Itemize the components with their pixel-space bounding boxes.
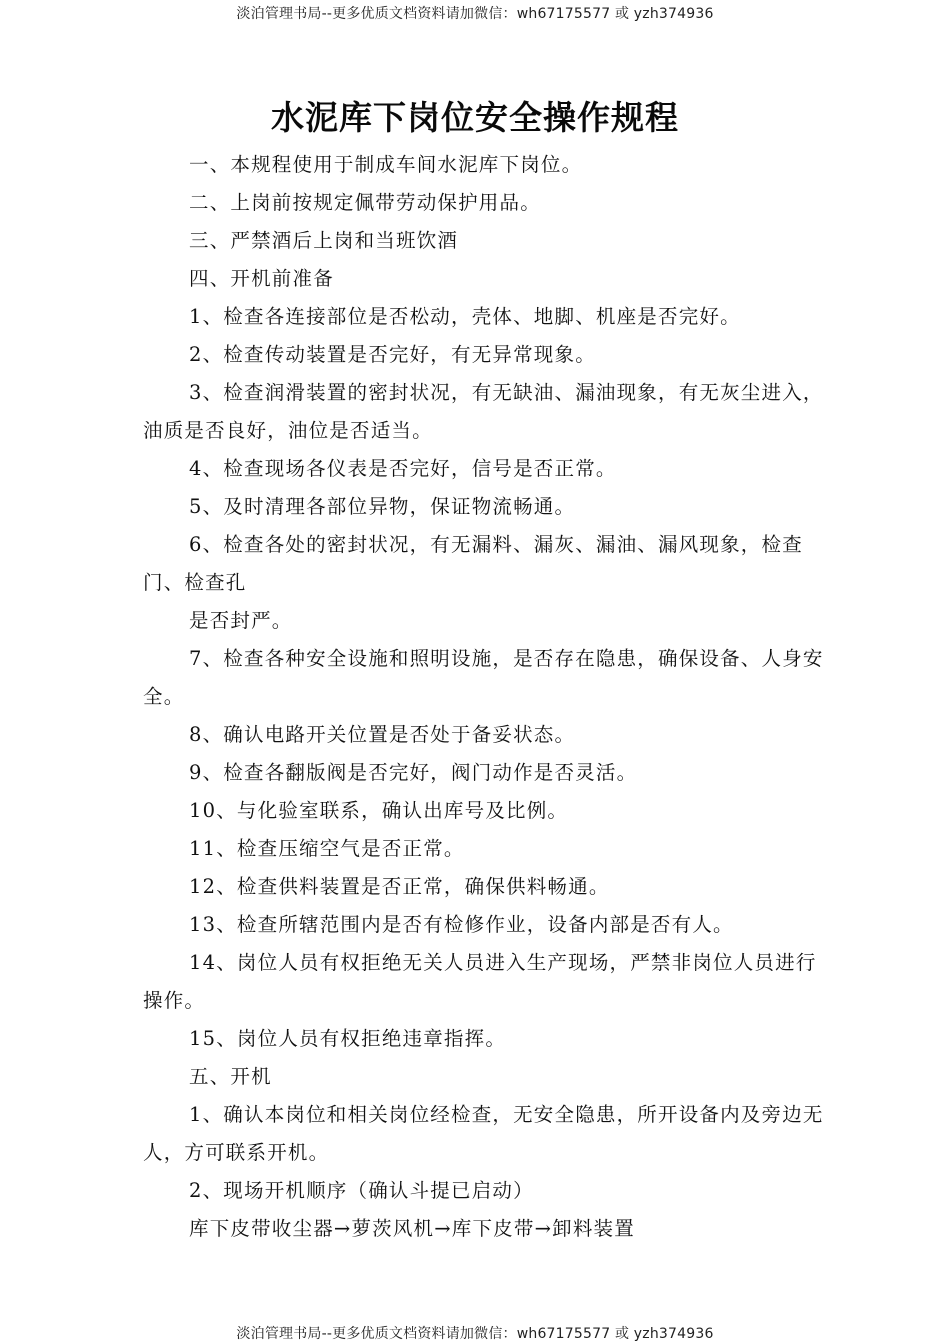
document-body bbox=[143, 146, 833, 1248]
checklist-item-15: 15、岗位人员有权拒绝违章指挥。 bbox=[189, 1027, 507, 1050]
startup-item-1: 1、确认本岗位和相关岗位经检查，无安全隐患，所开设备内及旁边无人，方可联系开机。 bbox=[143, 1103, 824, 1164]
startup-item-2: 2、现场开机顺序（确认斗提已启动） bbox=[189, 1179, 534, 1202]
checklist-item-9: 9、检查各翻版阀是否完好，阀门动作是否灵活。 bbox=[189, 761, 638, 784]
checklist-item-8: 8、确认电路开关位置是否处于备妥状态。 bbox=[189, 723, 576, 746]
checklist-item-2: 2、检查传动装置是否完好，有无异常现象。 bbox=[189, 343, 596, 366]
checklist-item-6-continued: 是否封严。 bbox=[189, 609, 293, 632]
paragraph-1: 一、本规程使用于制成车间水泥库下岗位。 bbox=[189, 153, 583, 176]
checklist-item-3: 3、检查润滑装置的密封状况，有无缺油、漏油现象，有无灰尘进入，油质是否良好，油位是否适当。 bbox=[143, 381, 824, 442]
checklist-item-1: 1、检查各连接部位是否松动，壳体、地脚、机座是否完好。 bbox=[189, 305, 741, 328]
checklist-item-13: 13、检查所辖范围内是否有检修作业，设备内部是否有人。 bbox=[189, 913, 734, 936]
document-title: 水泥库下岗位安全操作规程 bbox=[271, 98, 679, 137]
startup-sequence: 库下皮带收尘器→萝茨风机→库下皮带→卸料装置 bbox=[189, 1217, 635, 1240]
checklist-item-7: 7、检查各种安全设施和照明设施，是否存在隐患，确保设备、人身安全。 bbox=[143, 647, 824, 708]
checklist-item-10: 10、与化验室联系，确认出库号及比例。 bbox=[189, 799, 569, 822]
paragraph-2: 二、上岗前按规定佩带劳动保护用品。 bbox=[189, 191, 541, 214]
checklist-item-14: 14、岗位人员有权拒绝无关人员进入生产现场，严禁非岗位人员进行操作。 bbox=[143, 951, 817, 1012]
checklist-item-6: 6、检查各处的密封状况，有无漏料、漏灰、漏油、漏风现象，检查门、检查孔 bbox=[143, 533, 803, 594]
section-heading-prestart: 四、开机前准备 bbox=[189, 267, 334, 290]
page-footer: 淡泊管理书局--更多优质文档资料请加微信：wh67175577 或 yzh374936 bbox=[236, 1326, 714, 1342]
page-header: 淡泊管理书局--更多优质文档资料请加微信：wh67175577 或 yzh374936 bbox=[236, 6, 714, 22]
checklist-item-4: 4、检查现场各仪表是否完好，信号是否正常。 bbox=[189, 457, 617, 480]
checklist-item-12: 12、检查供料装置是否正常，确保供料畅通。 bbox=[189, 875, 610, 898]
section-heading-startup: 五、开机 bbox=[189, 1065, 272, 1088]
paragraph-3: 三、严禁酒后上岗和当班饮酒 bbox=[189, 229, 459, 252]
checklist-item-5: 5、及时清理各部位异物，保证物流畅通。 bbox=[189, 495, 576, 518]
checklist-item-11: 11、检查压缩空气是否正常。 bbox=[189, 837, 465, 860]
